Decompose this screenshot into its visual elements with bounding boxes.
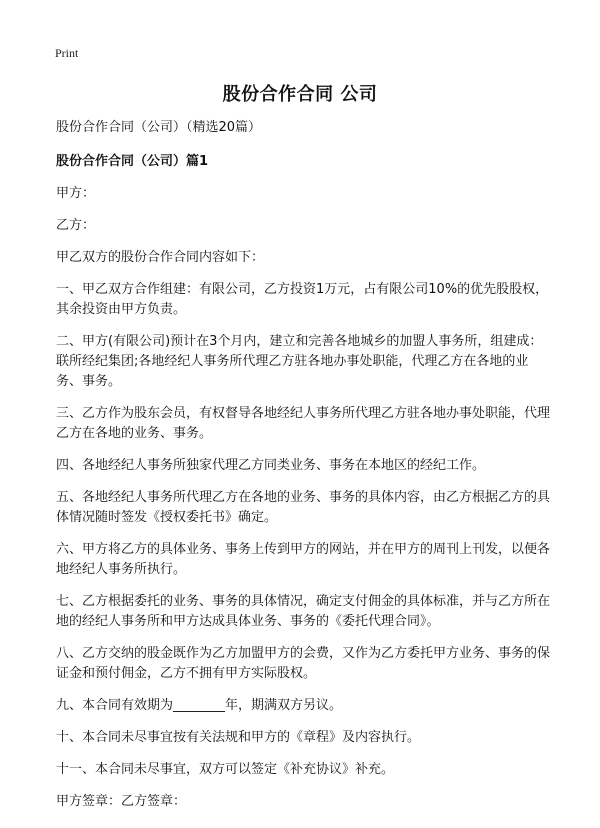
section-heading: 股份合作合同（公司）篇1 xyxy=(56,154,209,169)
clause-1: 一、甲乙双方合作组建：有限公司，乙方投资1万元，占有限公司10%的优先股股权，其余投资由甲方负责。 xyxy=(56,282,549,317)
party-a-line: 甲方： xyxy=(56,186,96,201)
document-subtitle: 股份合作合同（公司）（精选20篇） xyxy=(56,120,262,135)
clause-10: 十、本合同未尽事宜按有关法规和甲方的《章程》及内容执行。 xyxy=(56,730,421,745)
clause-6: 六、甲方将乙方的具体业务、事务上传到甲方的网站，并在甲方的周刊上刊发，以便各地经纪人事务所执行。 xyxy=(56,542,551,577)
page-title: 股份合作合同 公司 xyxy=(222,84,378,105)
clause-2: 二、甲方(有限公司)预计在3个月内，建立和完善各地城乡的加盟人事务所，组建成：联所经纪集团;各地经纪人事务所代理乙方驻各地办事处职能，代理乙方在各地的业务、事务。 xyxy=(56,334,543,389)
clause-4: 四、各地经纪人事务所独家代理乙方同类业务、事务在本地区的经纪工作。 xyxy=(56,458,486,473)
clause-9: 九、本合同有效期为________年，期满双方另议。 xyxy=(56,698,343,713)
clause-5: 五、各地经纪人事务所代理乙方在各地的业务、事务的具体内容，由乙方根据乙方的具体情况随时签发《授权委托书》确定。 xyxy=(56,490,551,525)
clause-11: 十一、本合同未尽事宜，双方可以签定《补充协议》补充。 xyxy=(56,762,395,777)
contract-intro: 甲乙双方的股份合作合同内容如下： xyxy=(56,250,265,265)
print-link[interactable]: Print xyxy=(55,46,79,60)
clause-3: 三、乙方作为股东会员，有权督导各地经纪人事务所代理乙方驻各地办事处职能，代理乙方在各地的业务、事务。 xyxy=(56,406,551,441)
document-body xyxy=(56,116,552,812)
signature-line: 甲方签章：乙方签章： xyxy=(56,794,187,809)
clause-8: 八、乙方交纳的股金既作为乙方加盟甲方的会费，又作为乙方委托甲方业务、事务的保证金和预付佣金，乙方不拥有甲方实际股权。 xyxy=(56,646,551,681)
party-b-line: 乙方： xyxy=(56,218,96,233)
clause-7: 七、乙方根据委托的业务、事务的具体情况，确定支付佣金的具体标准，并与乙方所在地的经纪人事务所和甲方达成具体业务、事务的《委托代理合同》。 xyxy=(56,594,551,629)
